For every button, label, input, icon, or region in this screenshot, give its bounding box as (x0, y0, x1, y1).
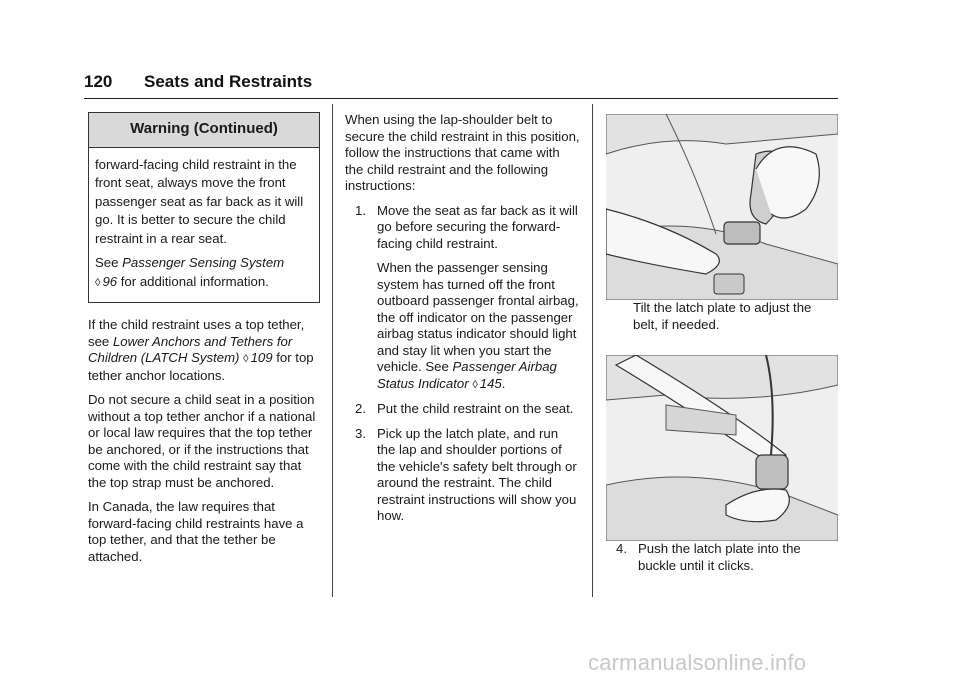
page-ref-icon: ◊ (472, 378, 478, 391)
latch-page[interactable]: 109 (250, 350, 273, 365)
latch-link[interactable]: Lower Anchors and Tethers for Children (LATCH System) (88, 333, 293, 365)
step-4-number: 4. (616, 541, 627, 556)
step-2-number: 2. (355, 401, 366, 416)
warning-see-suffix: for additional information. (117, 273, 269, 289)
step-4-text: Push the latch plate into the buckle until it clicks. (638, 541, 801, 573)
column-2 (345, 112, 580, 533)
column-1 (88, 112, 320, 573)
warning-body (89, 148, 319, 303)
step-1-note-text: When the passenger sensing system has turned off the front outboard passenger frontal airbag, the off indicator on the passenger airbag status indicator should light and stay lit when you start the vehicle. See (377, 260, 579, 374)
latch-plate-tilt-illustration (606, 114, 838, 300)
column-divider-1 (332, 104, 333, 597)
warning-text: forward-facing child restraint in the front seat, always move the front passenger seat as far back as it will go. It is better to secure the child restraint in a rear seat. (95, 156, 304, 246)
step-2 (345, 401, 580, 418)
warning-see-prefix: See (95, 255, 123, 270)
airbag-indicator-link[interactable]: Passenger Airbag Status Indicator (377, 359, 557, 391)
warning-see (95, 254, 313, 292)
warning-see-page[interactable]: 96 (102, 273, 118, 289)
warning-see-link[interactable]: Passenger Sensing System (122, 255, 285, 270)
section-title: Seats and Restraints (144, 72, 313, 91)
step-3-text: Pick up the latch plate, and run the lap and shoulder portions of the vehicle's safety belt through or around the restraint. The child restraint instructions will show you how. (377, 425, 577, 523)
figure-1-caption: Tilt the latch plate to adjust the belt, if needed. (633, 300, 812, 332)
page-ref-icon: ◊ (95, 276, 101, 289)
tether-text-b: for top tether anchor locations. (88, 350, 314, 383)
step-4 (606, 541, 838, 574)
page-number: 120 (84, 72, 113, 91)
step-1-text: Move the seat as far back as it will go before securing the forward-facing child restraint. (377, 202, 578, 251)
step-3-number: 3. (355, 425, 366, 441)
step-1 (345, 203, 580, 394)
airbag-indicator-page[interactable]: 145 (479, 375, 502, 391)
column-3 (606, 112, 838, 582)
warning-box (88, 112, 320, 303)
page-header (84, 70, 838, 99)
lap-shoulder-intro: When using the lap-shoulder belt to secure the child restraint in this position, follow the instructions that came with the child restraint and the following instructions: (345, 112, 580, 193)
steps-list (345, 203, 580, 525)
step-2-text: Put the child restraint on the seat. (377, 401, 574, 416)
step-1-note (377, 260, 580, 393)
canada-paragraph: In Canada, the law requires that forward-facing child restraints have a top tether, and that the tether be attached. (88, 499, 304, 564)
tether-paragraph (88, 317, 320, 384)
tether-text-a: If the child restraint uses a top tether, see (88, 317, 305, 349)
page-ref-icon: ◊ (243, 353, 249, 365)
step-1-number: 1. (355, 202, 366, 218)
step-3 (345, 426, 580, 525)
anchor-law-paragraph: Do not secure a child seat in a position without a top tether anchor if a national or local law requires that the top tether be anchored, or if the instructions that come with the child restraint say that the top strap must be anchored. (88, 392, 316, 490)
latch-plate-push-illustration (606, 355, 838, 541)
column-divider-2 (592, 104, 593, 597)
step-1-note-end: . (501, 375, 506, 391)
watermark: carmanualsonline.info (588, 650, 807, 675)
steps-list-continued (606, 541, 838, 574)
warning-title: Warning (Continued) (89, 113, 319, 148)
